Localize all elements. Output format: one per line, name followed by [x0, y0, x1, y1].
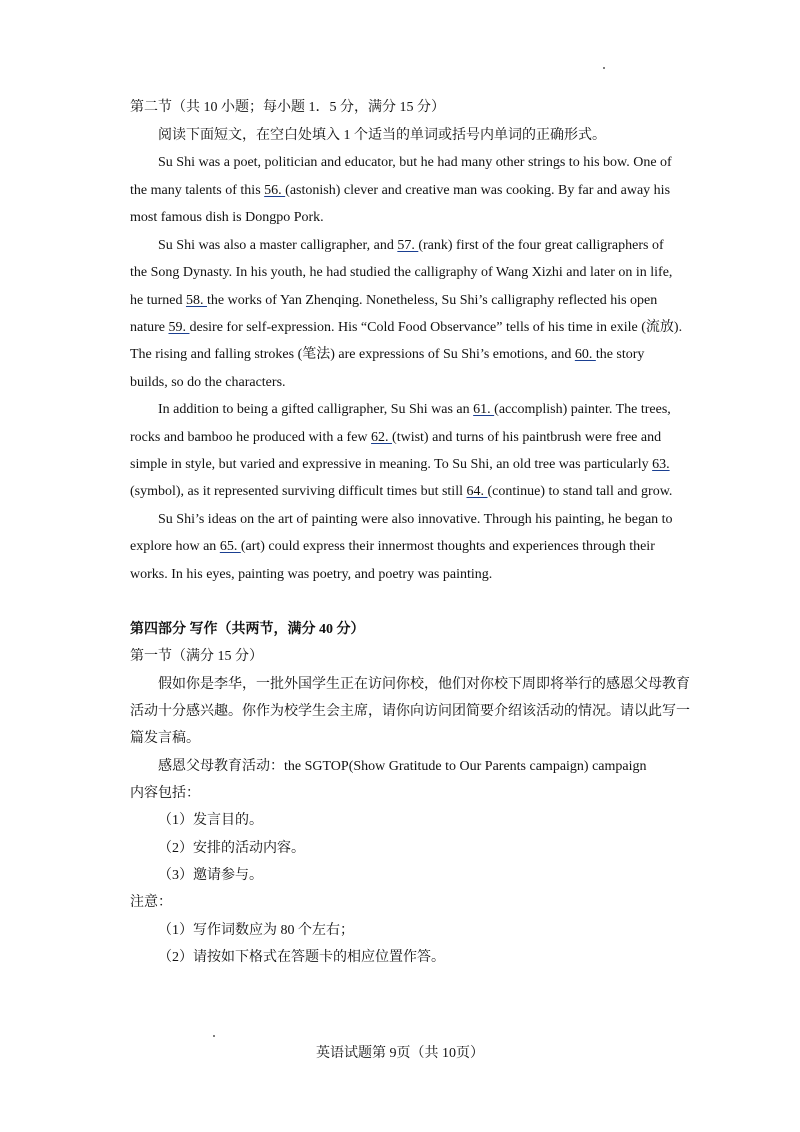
passage-line: most famous dish is Dongpo Pork.: [130, 210, 324, 225]
part-four-subheading: 第一节（满分 15 分）: [130, 649, 263, 664]
writing-prompt-line: 活动十分感兴趣。你作为校学生会主席，请你向访问团简要介绍该活动的情况。请以此写一: [130, 704, 690, 719]
note-item: （1）写作词数应为 80 个左右；: [158, 923, 354, 938]
content-item: （1）发言目的。: [158, 813, 263, 828]
passage-line: Su Shi was a poet, politician and educator, but he had many other strings to his bow. One of: [158, 155, 672, 170]
note-label: 注意：: [130, 895, 172, 910]
passage-line: explore how an 65. (art) could express their innermost thoughts and experiences through their: [130, 539, 655, 554]
note-item: （2）请按如下格式在答题卡的相应位置作答。: [158, 950, 445, 965]
passage-line: (symbol), as it represented surviving difficult times but still 64. (continue) to stand tall and grow.: [130, 484, 673, 499]
blank-64: 64.: [466, 484, 488, 499]
content-label: 内容包括：: [130, 786, 200, 801]
activity-line: 感恩父母教育活动：the SGTOP(Show Gratitude to Our Parents campaign) campaign: [158, 759, 647, 774]
passage-line: works. In his eyes, painting was poetry, and poetry was painting.: [130, 567, 493, 582]
blank-60: 60.: [574, 347, 596, 362]
passage-line: Su Shi’s ideas on the art of painting were also innovative. Through his painting, he began to: [158, 512, 673, 527]
passage-line: nature 59. desire for self-expression. His “Cold Food Observance” tells of his time in exile (流放).: [130, 320, 683, 335]
blank-57: 57.: [397, 238, 419, 253]
section-two-heading: 第二节（共 10 小题；每小题 1．5 分，满分 15 分）: [130, 100, 445, 115]
blank-56: 56.: [264, 183, 286, 198]
writing-prompt-line: 篇发言稿。: [130, 731, 200, 746]
part-four-heading: 第四部分 写作（共两节，满分 40 分）: [130, 622, 365, 637]
scan-mark: [603, 67, 605, 69]
scan-mark: [213, 1035, 215, 1037]
passage-line: he turned 58. the works of Yan Zhenqing. Nonetheless, Su Shi’s calligraphy reflected his open: [130, 293, 658, 308]
content-item: （3）邀请参与。: [158, 868, 263, 883]
passage-line: simple in style, but varied and expressive in meaning. To Su Shi, an old tree was particularly 63.: [130, 457, 670, 472]
writing-prompt-line: 假如你是李华，一批外国学生正在访问你校，他们对你校下周即将举行的感恩父母教育: [158, 677, 690, 692]
passage-line: rocks and bamboo he produced with a few 62. (twist) and turns of his paintbrush were free and: [130, 430, 662, 445]
passage-line: the Song Dynasty. In his youth, he had studied the calligraphy of Wang Xizhi and later on in life,: [130, 265, 673, 280]
blank-65: 65.: [219, 539, 241, 554]
passage-line: In addition to being a gifted calligrapher, Su Shi was an 61. (accomplish) painter. The trees,: [158, 402, 671, 417]
blank-59: 59.: [168, 320, 190, 335]
passage-line: builds, so do the characters.: [130, 375, 286, 390]
blank-63: 63.: [652, 457, 670, 472]
passage-line: the many talents of this 56. (astonish) clever and creative man was cooking. By far and away his: [130, 183, 671, 198]
blank-58: 58.: [185, 293, 207, 308]
passage-line: Su Shi was also a master calligrapher, and 57. (rank) first of the four great calligraphers of: [158, 238, 664, 253]
content-item: （2）安排的活动内容。: [158, 841, 305, 856]
page-footer: 英语试题第 9页（共 10页）: [316, 1046, 484, 1061]
blank-61: 61.: [473, 402, 495, 417]
passage-line: The rising and falling strokes (笔法) are expressions of Su Shi’s emotions, and 60. the story: [130, 347, 645, 362]
section-two-instruction: 阅读下面短文，在空白处填入 1 个适当的单词或括号内单词的正确形式。: [158, 128, 606, 143]
blank-62: 62.: [371, 430, 393, 445]
